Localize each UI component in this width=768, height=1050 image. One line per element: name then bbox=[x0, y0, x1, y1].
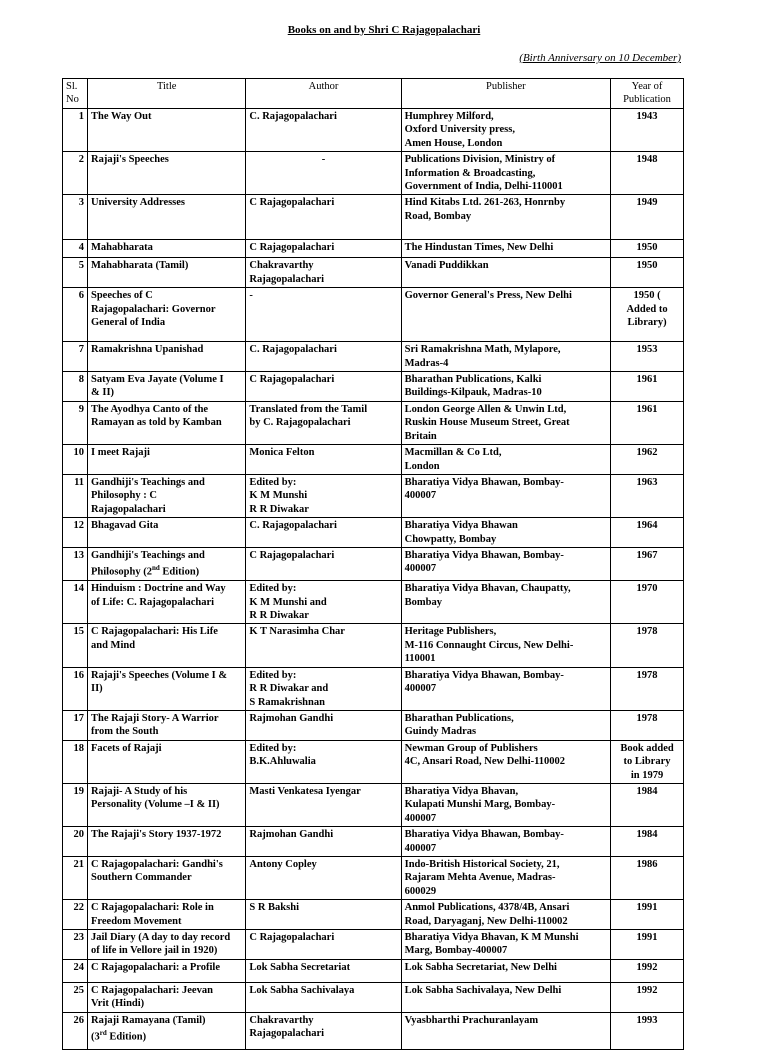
table-row bbox=[63, 667, 684, 710]
table-row bbox=[63, 930, 684, 960]
cell-title: Rajaji's Speeches bbox=[88, 152, 246, 195]
cell-publisher: Hind Kitabs Ltd. 261-263, Honrnby Road, Bombay bbox=[401, 195, 610, 240]
cell-title: Hinduism : Doctrine and Way of Life: C. Rajagopalachari bbox=[88, 581, 246, 624]
header-sl-no: Sl. No bbox=[63, 79, 88, 109]
cell-title: The Rajaji's Story 1937-1972 bbox=[88, 827, 246, 857]
cell-year: 1978 bbox=[611, 667, 684, 710]
cell-publisher: Bharathan Publications, Kalki Buildings-Kilpauk, Madras-10 bbox=[401, 372, 610, 402]
cell-sl-no: 8 bbox=[63, 372, 88, 402]
header-row bbox=[63, 79, 684, 109]
cell-sl-no: 13 bbox=[63, 547, 88, 580]
cell-publisher: Lok Sabha Secretariat, New Delhi bbox=[401, 959, 610, 982]
cell-sl-no: 14 bbox=[63, 581, 88, 624]
cell-publisher: Bharatiya Vidya Bhavan, Chaupatty, Bombay bbox=[401, 581, 610, 624]
cell-author: Rajmohan Gandhi bbox=[246, 710, 401, 740]
cell-sl-no: 12 bbox=[63, 518, 88, 548]
cell-title: Rajaji Ramayana (Tamil) (3rd Edition) bbox=[88, 1012, 246, 1049]
cell-publisher: Indo-British Historical Society, 21, Rajaram Mehta Avenue, Madras- 600029 bbox=[401, 856, 610, 899]
cell-title: The Ayodhya Canto of the Ramayan as told by Kamban bbox=[88, 401, 246, 444]
cell-sl-no: 2 bbox=[63, 152, 88, 195]
cell-year: 1992 bbox=[611, 982, 684, 1012]
table-row bbox=[63, 445, 684, 475]
cell-title: C Rajagopalachari: Jeevan Vrit (Hindi) bbox=[88, 982, 246, 1012]
cell-year: 1978 bbox=[611, 710, 684, 740]
cell-year: 1943 bbox=[611, 109, 684, 152]
cell-publisher: Humphrey Milford, Oxford University press, Amen House, London bbox=[401, 109, 610, 152]
cell-publisher: Sri Ramakrishna Math, Mylapore, Madras-4 bbox=[401, 342, 610, 372]
cell-year: 1949 bbox=[611, 195, 684, 240]
cell-year: 1961 bbox=[611, 372, 684, 402]
cell-year: 1950 ( Added to Library) bbox=[611, 288, 684, 342]
cell-author: Edited by: R R Diwakar and S Ramakrishnan bbox=[246, 667, 401, 710]
cell-title: Rajaji's Speeches (Volume I & II) bbox=[88, 667, 246, 710]
cell-year: 1967 bbox=[611, 547, 684, 580]
cell-author: - bbox=[246, 152, 401, 195]
cell-sl-no: 23 bbox=[63, 930, 88, 960]
table-row bbox=[63, 342, 684, 372]
cell-author: C Rajagopalachari bbox=[246, 547, 401, 580]
cell-sl-no: 3 bbox=[63, 195, 88, 240]
cell-author: Lok Sabha Sachivalaya bbox=[246, 982, 401, 1012]
cell-author: C. Rajagopalachari bbox=[246, 109, 401, 152]
cell-sl-no: 20 bbox=[63, 827, 88, 857]
cell-year: 1964 bbox=[611, 518, 684, 548]
cell-publisher: Bharathan Publications, Guindy Madras bbox=[401, 710, 610, 740]
table-row bbox=[63, 740, 684, 783]
header-year: Year of Publication bbox=[611, 79, 684, 109]
document-subtitle: (Birth Anniversary on 10 December) bbox=[519, 52, 681, 64]
table-row bbox=[63, 783, 684, 826]
table-row bbox=[63, 856, 684, 899]
cell-publisher: Anmol Publications, 4378/4B, Ansari Road, Daryaganj, New Delhi-110002 bbox=[401, 900, 610, 930]
table-row bbox=[63, 240, 684, 258]
cell-publisher: Macmillan & Co Ltd, London bbox=[401, 445, 610, 475]
cell-year: 1984 bbox=[611, 827, 684, 857]
table-row bbox=[63, 959, 684, 982]
cell-publisher: Heritage Publishers, M-116 Connaught Circus, New Delhi- 110001 bbox=[401, 624, 610, 667]
header-author: Author bbox=[246, 79, 401, 109]
cell-title: C Rajagopalachari: Role in Freedom Movement bbox=[88, 900, 246, 930]
cell-year: 1950 bbox=[611, 240, 684, 258]
cell-author: Rajmohan Gandhi bbox=[246, 827, 401, 857]
cell-author: Edited by: K M Munshi and R R Diwakar bbox=[246, 581, 401, 624]
cell-sl-no: 25 bbox=[63, 982, 88, 1012]
cell-publisher: Bharatiya Vidya Bhavan, Kulapati Munshi Marg, Bombay- 400007 bbox=[401, 783, 610, 826]
header-title: Title bbox=[88, 79, 246, 109]
cell-title: Ramakrishna Upanishad bbox=[88, 342, 246, 372]
cell-author: Translated from the Tamil by C. Rajagopalachari bbox=[246, 401, 401, 444]
cell-sl-no: 19 bbox=[63, 783, 88, 826]
cell-publisher: Bharatiya Vidya Bhavan, K M Munshi Marg, Bombay-400007 bbox=[401, 930, 610, 960]
table-row bbox=[63, 109, 684, 152]
cell-publisher: Bharatiya Vidya Bhawan, Bombay- 400007 bbox=[401, 474, 610, 517]
cell-publisher: Bharatiya Vidya Bhawan Chowpatty, Bombay bbox=[401, 518, 610, 548]
table-body bbox=[63, 109, 684, 1050]
cell-publisher: Bharatiya Vidya Bhawan, Bombay- 400007 bbox=[401, 547, 610, 580]
document-title: Books on and by Shri C Rajagopalachari bbox=[287, 24, 481, 36]
cell-sl-no: 24 bbox=[63, 959, 88, 982]
cell-publisher: London George Allen & Unwin Ltd, Ruskin House Museum Street, Great Britain bbox=[401, 401, 610, 444]
cell-author: - bbox=[246, 288, 401, 342]
cell-publisher: Lok Sabha Sachivalaya, New Delhi bbox=[401, 982, 610, 1012]
table-row bbox=[63, 900, 684, 930]
cell-year: 1993 bbox=[611, 1012, 684, 1049]
cell-author: C. Rajagopalachari bbox=[246, 342, 401, 372]
cell-year: 1953 bbox=[611, 342, 684, 372]
cell-year: 1992 bbox=[611, 959, 684, 982]
cell-sl-no: 1 bbox=[63, 109, 88, 152]
cell-author: C Rajagopalachari bbox=[246, 372, 401, 402]
cell-publisher: Newman Group of Publishers 4C, Ansari Road, New Delhi-110002 bbox=[401, 740, 610, 783]
cell-title: Gandhiji's Teachings and Philosophy (2nd Edition) bbox=[88, 547, 246, 580]
cell-author: C Rajagopalachari bbox=[246, 195, 401, 240]
cell-publisher: Vanadi Puddikkan bbox=[401, 258, 610, 288]
table-row bbox=[63, 258, 684, 288]
cell-author: Masti Venkatesa Iyengar bbox=[246, 783, 401, 826]
cell-author: C. Rajagopalachari bbox=[246, 518, 401, 548]
cell-author: Edited by: K M Munshi R R Diwakar bbox=[246, 474, 401, 517]
header-publisher: Publisher bbox=[401, 79, 610, 109]
cell-year: 1991 bbox=[611, 930, 684, 960]
cell-year: 1991 bbox=[611, 900, 684, 930]
cell-sl-no: 15 bbox=[63, 624, 88, 667]
cell-publisher: Vyasbharthi Prachuranlayam bbox=[401, 1012, 610, 1049]
cell-sl-no: 6 bbox=[63, 288, 88, 342]
cell-title: C Rajagopalachari: a Profile bbox=[88, 959, 246, 982]
cell-publisher: Bharatiya Vidya Bhawan, Bombay- 400007 bbox=[401, 827, 610, 857]
cell-publisher: The Hindustan Times, New Delhi bbox=[401, 240, 610, 258]
table-row bbox=[63, 547, 684, 580]
table-row bbox=[63, 152, 684, 195]
cell-sl-no: 5 bbox=[63, 258, 88, 288]
cell-title: The Rajaji Story- A Warrior from the South bbox=[88, 710, 246, 740]
cell-sl-no: 10 bbox=[63, 445, 88, 475]
table-row bbox=[63, 982, 684, 1012]
cell-author: Chakravarthy Rajagopalachari bbox=[246, 258, 401, 288]
cell-title: Gandhiji's Teachings and Philosophy : C Rajagopalachari bbox=[88, 474, 246, 517]
cell-year: Book added to Library in 1979 bbox=[611, 740, 684, 783]
cell-title: Facets of Rajaji bbox=[88, 740, 246, 783]
cell-sl-no: 26 bbox=[63, 1012, 88, 1049]
cell-author: S R Bakshi bbox=[246, 900, 401, 930]
cell-publisher: Publications Division, Ministry of Information & Broadcasting, Government of India, Delhi-110001 bbox=[401, 152, 610, 195]
table-row bbox=[63, 518, 684, 548]
cell-sl-no: 17 bbox=[63, 710, 88, 740]
cell-publisher: Bharatiya Vidya Bhawan, Bombay- 400007 bbox=[401, 667, 610, 710]
cell-author: Lok Sabha Secretariat bbox=[246, 959, 401, 982]
cell-year: 1962 bbox=[611, 445, 684, 475]
cell-sl-no: 21 bbox=[63, 856, 88, 899]
cell-year: 1948 bbox=[611, 152, 684, 195]
books-table bbox=[62, 78, 684, 1050]
cell-title: Speeches of C Rajagopalachari: Governor General of India bbox=[88, 288, 246, 342]
cell-title: I meet Rajaji bbox=[88, 445, 246, 475]
cell-year: 1978 bbox=[611, 624, 684, 667]
cell-year: 1963 bbox=[611, 474, 684, 517]
cell-sl-no: 11 bbox=[63, 474, 88, 517]
cell-title: Rajaji- A Study of his Personality (Volume –I & II) bbox=[88, 783, 246, 826]
table-row bbox=[63, 1012, 684, 1049]
cell-sl-no: 4 bbox=[63, 240, 88, 258]
cell-title: Mahabharata (Tamil) bbox=[88, 258, 246, 288]
table-row bbox=[63, 710, 684, 740]
cell-title: Jail Diary (A day to day record of life in Vellore jail in 1920) bbox=[88, 930, 246, 960]
cell-year: 1986 bbox=[611, 856, 684, 899]
table-header bbox=[63, 79, 684, 109]
table-row bbox=[63, 401, 684, 444]
table-row bbox=[63, 288, 684, 342]
cell-year: 1961 bbox=[611, 401, 684, 444]
cell-sl-no: 9 bbox=[63, 401, 88, 444]
cell-title: Satyam Eva Jayate (Volume I & II) bbox=[88, 372, 246, 402]
cell-sl-no: 22 bbox=[63, 900, 88, 930]
table-row bbox=[63, 581, 684, 624]
table-row bbox=[63, 624, 684, 667]
table-row bbox=[63, 474, 684, 517]
table-row bbox=[63, 195, 684, 240]
cell-publisher: Governor General's Press, New Delhi bbox=[401, 288, 610, 342]
cell-author: Edited by: B.K.Ahluwalia bbox=[246, 740, 401, 783]
table-row bbox=[63, 372, 684, 402]
cell-author: Antony Copley bbox=[246, 856, 401, 899]
cell-author: C Rajagopalachari bbox=[246, 930, 401, 960]
cell-author: Monica Felton bbox=[246, 445, 401, 475]
table-row bbox=[63, 827, 684, 857]
cell-author: K T Narasimha Char bbox=[246, 624, 401, 667]
cell-year: 1950 bbox=[611, 258, 684, 288]
cell-title: University Addresses bbox=[88, 195, 246, 240]
cell-title: The Way Out bbox=[88, 109, 246, 152]
cell-year: 1984 bbox=[611, 783, 684, 826]
cell-title: C Rajagopalachari: His Life and Mind bbox=[88, 624, 246, 667]
cell-sl-no: 7 bbox=[63, 342, 88, 372]
cell-sl-no: 16 bbox=[63, 667, 88, 710]
cell-title: C Rajagopalachari: Gandhi's Southern Commander bbox=[88, 856, 246, 899]
cell-title: Mahabharata bbox=[88, 240, 246, 258]
cell-title: Bhagavad Gita bbox=[88, 518, 246, 548]
cell-author: Chakravarthy Rajagopalachari bbox=[246, 1012, 401, 1049]
cell-year: 1970 bbox=[611, 581, 684, 624]
cell-author: C Rajagopalachari bbox=[246, 240, 401, 258]
cell-sl-no: 18 bbox=[63, 740, 88, 783]
